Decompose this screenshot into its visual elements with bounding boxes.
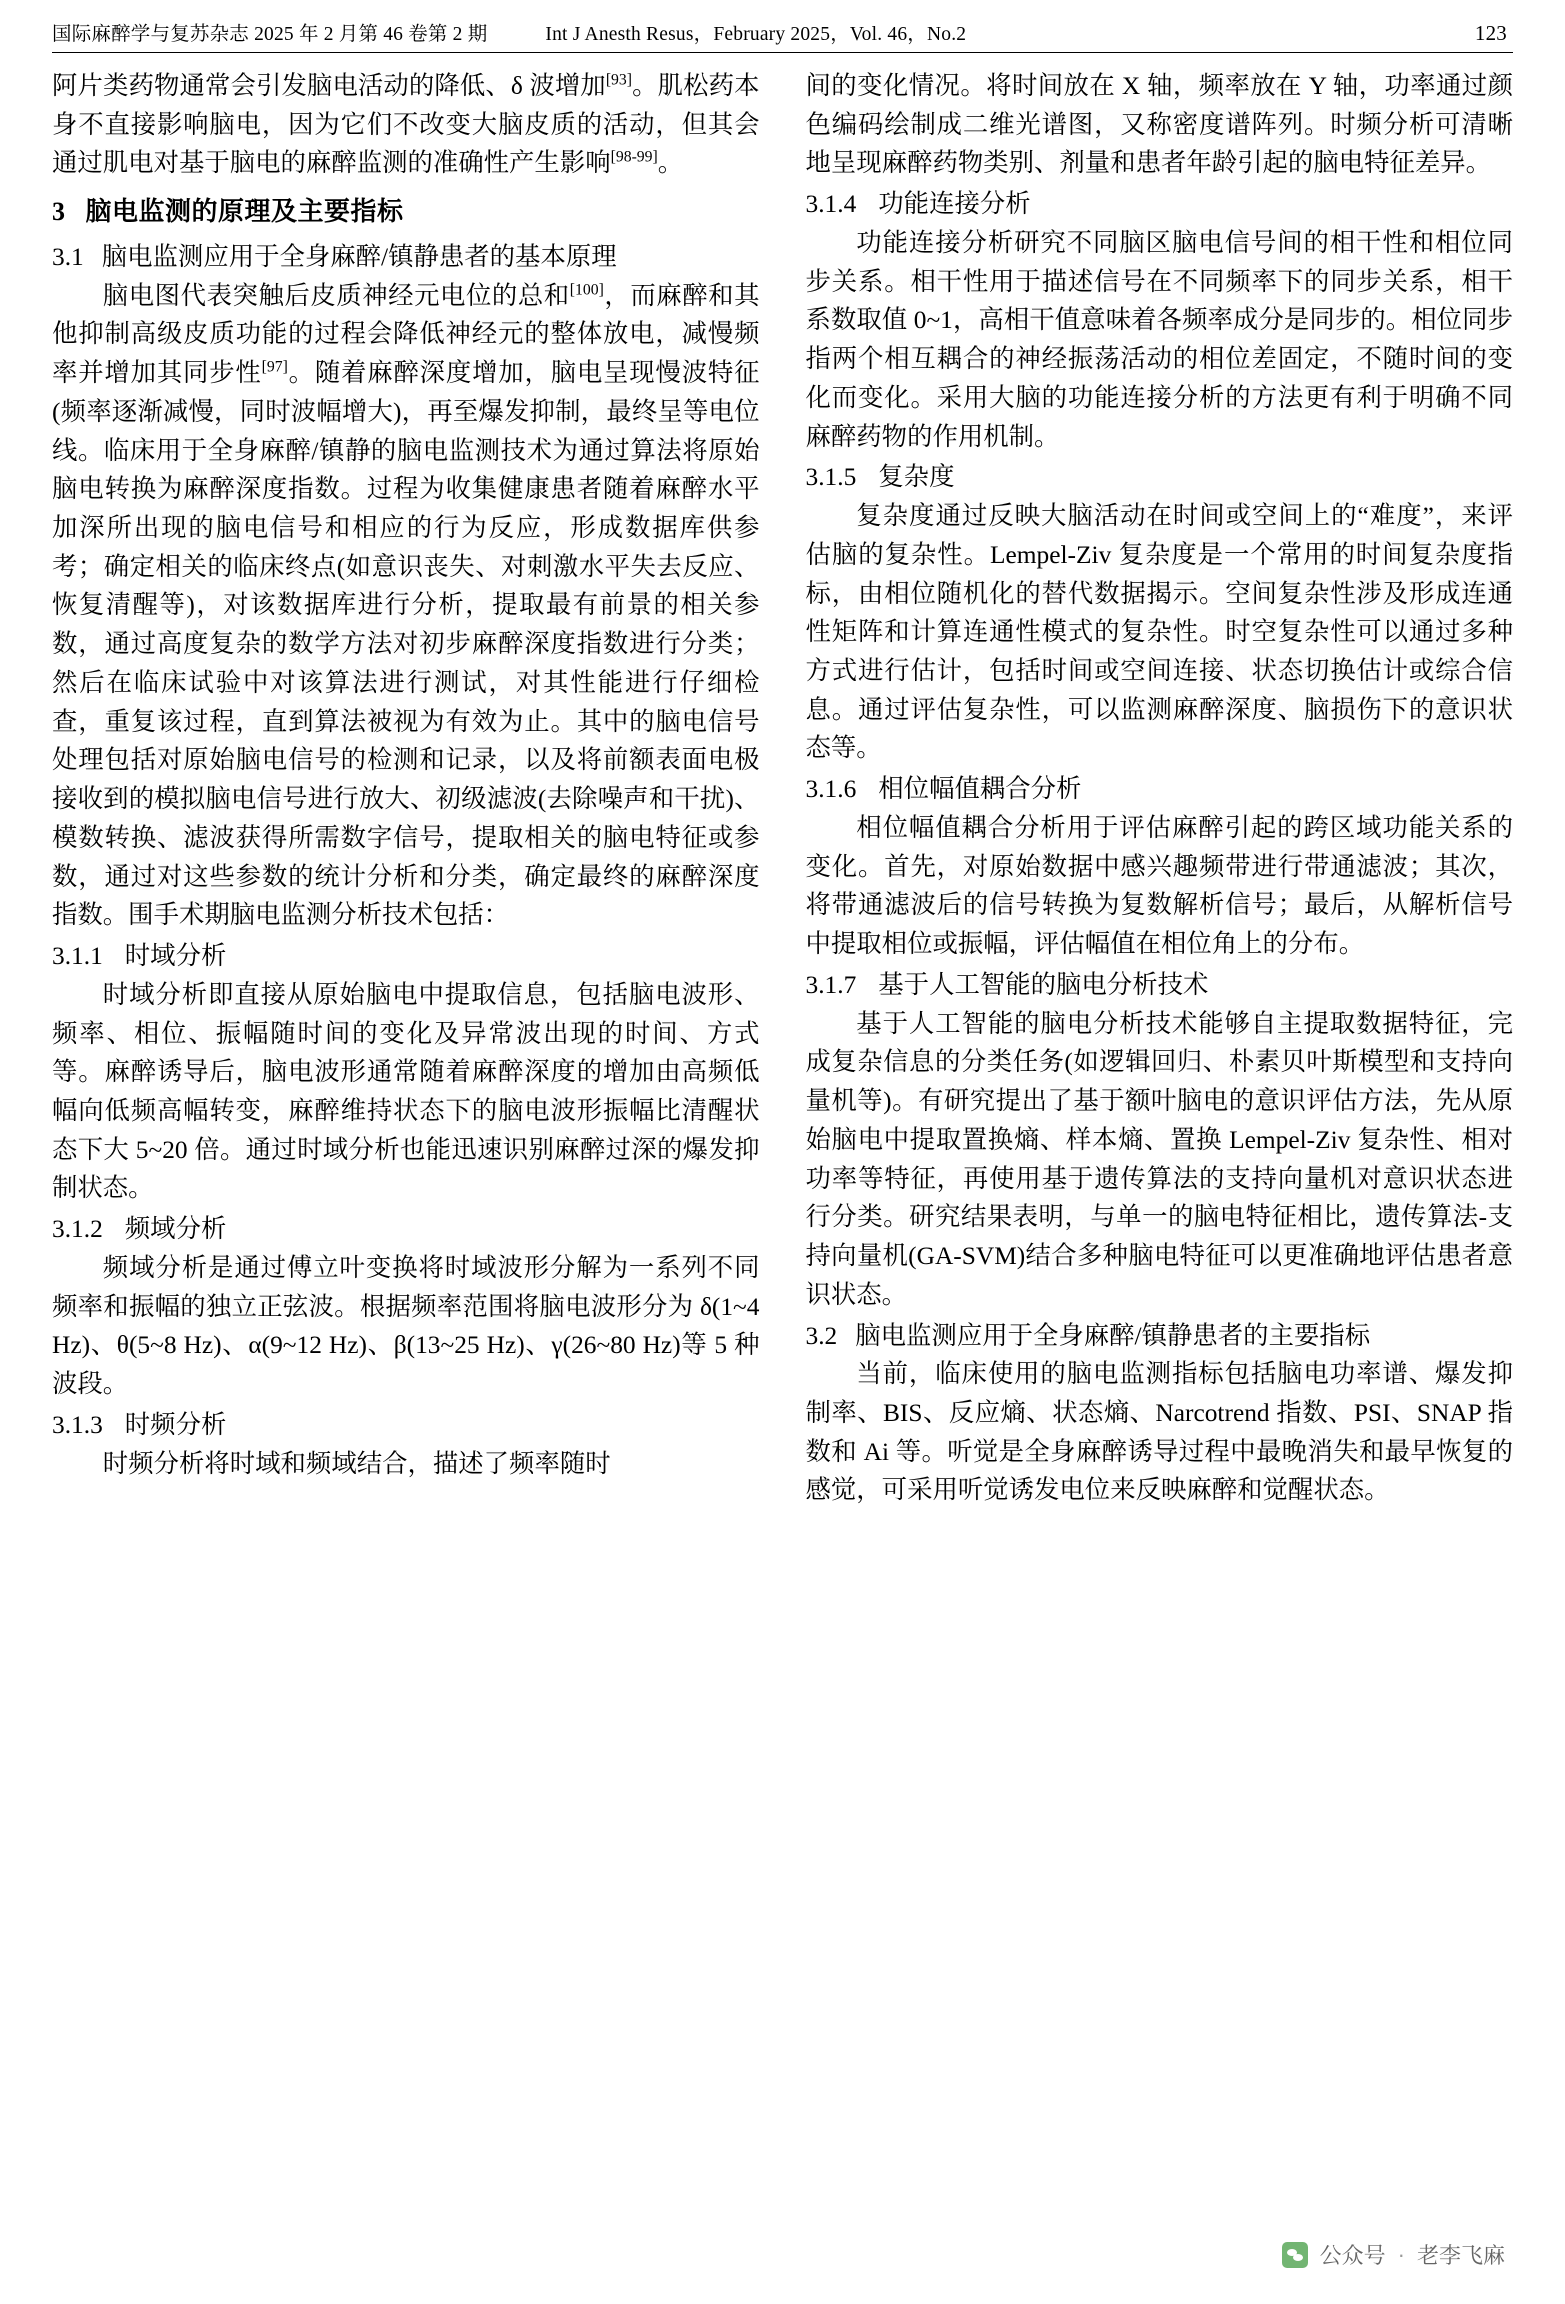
section-heading-3-1-7 (806, 966, 1514, 1005)
section-title: 复杂度 (878, 463, 955, 492)
section-heading-3-1-6 (806, 770, 1514, 809)
section-title: 相位幅值耦合分析 (878, 775, 1082, 804)
paragraph-principle (52, 277, 760, 935)
section-number: 3.1.7 (805, 970, 857, 999)
running-head (52, 18, 1513, 52)
section-number: 3.2 (805, 1321, 838, 1350)
section-heading-3-1-3 (52, 1406, 760, 1445)
text-run: 。随着麻醉深度增加，脑电呈现慢波特征(频率逐渐减慢，同时波幅增大)，再至爆发抑制，最终呈等电位线。临床用于全身麻醉/镇静的脑电监测技术为通过算法将原始脑电转换为麻醉深度指数。过程为收集健康患者随着麻醉水平加深所出现的脑电信号和相应的行为反应，形成数据库供参考；确定相关的临床终点(如意识丧失、对刺激水平失去反应、恢复清醒等)，对该数据库进行分析，提取最有前景的相关参数，通过高度复杂的数学方法对初步麻醉深度指数进行分类；然后在临床试验中对该算法进行测试，对其性能进行仔细检查，重复该过程，直到算法被视为有效为止。其中的脑电信号处理包括对原始脑电信号的检测和记录，以及将前额表面电极接收到的模拟脑电信号进行放大、初级滤波(去除噪声和干扰)、模数转换、滤波获得所需数字信号，提取相关的脑电特征或参数，通过对这些参数的统计分析和分类，确定最终的麻醉深度指数。围手术期脑电监测分析技术包括： (52, 359, 760, 930)
section-title: 脑电监测应用于全身麻醉/镇静患者的主要指标 (855, 1321, 1371, 1350)
page-number: 123 (1474, 21, 1507, 45)
section-title: 时域分析 (124, 942, 227, 971)
paragraph-main-indicators: 当前，临床使用的脑电监测指标包括脑电功率谱、爆发抑制率、BIS、反应熵、状态熵、Narcotrend 指数、PSI、SNAP 指数和 Ai 等。听觉是全身麻醉诱导过程中最晚消失和最早恢复的感觉，可采用听觉诱发电位来反映麻醉和觉醒状态。 (805, 1360, 1513, 1505)
citation-ref: [100] (569, 281, 604, 299)
section-heading-3-1-4 (806, 185, 1514, 224)
section-heading-3-1-1 (52, 937, 760, 976)
paragraph-ai-analysis: 基于人工智能的脑电分析技术能够自主提取数据特征，完成复杂信息的分类任务(如逻辑回归、朴素贝叶斯模型和支持向量机等)。有研究提出了基于额叶脑电的意识评估方法，先从原始脑电中提取置换熵、样本熵、置换 Lempel-Ziv 复杂性、相对功率等特征，再使用基于遗传算法的支持向量机对意识状态进行分类。研究结果表明，与单一的脑电特征相比，遗传算法-支持向量机(GA-SVM)结合多种脑电特征可以更准确地评估患者意识状态。 (805, 1009, 1513, 1309)
paragraph-time-frequency: 时频分析将时域和频域结合，描述了频率随时 (102, 1449, 611, 1478)
section-number: 3.1.6 (805, 775, 857, 804)
paragraph-complexity: 复杂度通过反映大脑活动在时间或空间上的“难度”，来评估脑的复杂性。Lempel-Ziv 复杂度是一个常用的时间复杂度指标，由相位随机化的替代数据揭示。空间复杂性涉及形成连通性矩阵和计算连通性模式的复杂性。时空复杂性可以通过多种方式进行估计，包括时间或空间连接、状态切换估计或综合信息。通过评估复杂性，可以监测麻醉深度、脑损伤下的意识状态等。 (805, 502, 1513, 763)
journal-title-cn: 国际麻醉学与复苏杂志 2025 年 2 月第 46 卷第 2 期 (52, 24, 488, 45)
section-number: 3.1.4 (805, 190, 857, 219)
paragraph-continuation (52, 67, 760, 183)
paragraph-functional-connectivity: 功能连接分析研究不同脑区脑电信号间的相干性和相位同步关系。相干性用于描述信号在不同频率下的同步关系，相干系数取值 0~1，高相干值意味着各频率成分是同步的。相位同步指两个相互耦合的神经振荡活动的相位差固定，不随时间的变化而变化。采用大脑的功能连接分析的方法更有利于明确不同麻醉药物的作用机制。 (805, 228, 1513, 451)
text-run: 。 (657, 149, 684, 178)
section-heading-3 (52, 192, 760, 232)
section-number: 3.1.5 (805, 463, 857, 492)
section-heading-3-2 (806, 1317, 1514, 1356)
wechat-icon (1282, 2242, 1308, 2268)
section-title: 脑电监测的原理及主要指标 (85, 197, 404, 227)
section-title: 时频分析 (124, 1410, 227, 1439)
section-title: 频域分析 (124, 1215, 227, 1244)
watermark-separator: · (1397, 2241, 1405, 2267)
body-columns (52, 67, 1513, 1510)
section-number: 3.1.3 (52, 1410, 103, 1439)
paragraph-phase-amplitude-coupling: 相位幅值耦合分析用于评估麻醉引起的跨区域功能关系的变化。首先，对原始数据中感兴趣频带进行带通滤波；其次，将带通滤波后的信号转换为复数解析信号；最后，从解析信号中提取相位或振幅，评估幅值在相位角上的分布。 (805, 813, 1513, 959)
paragraph-time-domain: 时域分析即直接从原始脑电中提取信息，包括脑电波形、频率、相位、振幅随时间的变化及异常波出现的时间、方式等。麻醉诱导后，脑电波形通常随着麻醉深度的增加由高频低幅向低频高幅转变，麻醉维持状态下的脑电波形振幅比清醒状态下大 5~20 倍。通过时域分析也能迅速识别麻醉过深的爆发抑制状态。 (52, 980, 760, 1203)
section-title: 功能连接分析 (878, 190, 1031, 219)
citation-ref: [93] (605, 71, 633, 89)
left-column (52, 67, 760, 1483)
journal-title-en: Int J Anesth Resus，February 2025，Vol. 46，No.2 (545, 24, 967, 45)
citation-ref: [97] (261, 358, 288, 376)
section-number: 3.1 (52, 242, 84, 271)
section-heading-3-1 (52, 238, 760, 277)
right-column (806, 67, 1514, 1510)
section-title: 基于人工智能的脑电分析技术 (878, 970, 1209, 999)
text-run: 阿片类药物通常会引发脑电活动的降低、δ 波增加 (52, 72, 606, 100)
section-heading-3-1-5 (806, 458, 1514, 497)
watermark-account: 老李飞麻 (1416, 2243, 1505, 2268)
text-run: 脑电图代表突触后皮质神经元电位的总和 (102, 281, 570, 310)
text-run: 。肌松药本身不直接影响脑电，因为它们不改变大脑皮质的活动，但其会通过肌电对基于脑电的麻醉监测的准确性产生影响 (52, 72, 760, 178)
watermark-platform: 公众号 (1319, 2243, 1386, 2268)
section-number: 3.1.1 (52, 942, 103, 971)
section-number: 3 (52, 197, 66, 227)
section-title: 脑电监测应用于全身麻醉/镇静患者的基本原理 (101, 242, 617, 271)
citation-ref: [98-99] (610, 149, 658, 166)
section-heading-3-1-2 (52, 1210, 760, 1249)
section-number: 3.1.2 (52, 1215, 103, 1244)
paragraph-time-frequency-cont: 间的变化情况。将时间放在 X 轴，频率放在 Y 轴，功率通过颜色编码绘制成二维光谱图，又称密度谱阵列。时频分析可清晰地呈现麻醉药物类别、剂量和患者年龄引起的脑电特征差异。 (805, 72, 1513, 178)
text-run: ，而麻醉和其他抑制高级皮质功能的过程会降低神经元的整体放电，减慢频率并增加其同步性 (52, 281, 760, 388)
paragraph-frequency-domain: 频域分析是通过傅立叶变换将时域波形分解为一系列不同频率和振幅的独立正弦波。根据频率范围将脑电波形分为 δ(1~4 Hz)、θ(5~8 Hz)、α(9~12 Hz)、β(13~25 Hz)、γ(26~80 Hz)等 5 种波段。 (52, 1253, 760, 1399)
header-divider (52, 52, 1513, 53)
watermark (1282, 2239, 1505, 2270)
